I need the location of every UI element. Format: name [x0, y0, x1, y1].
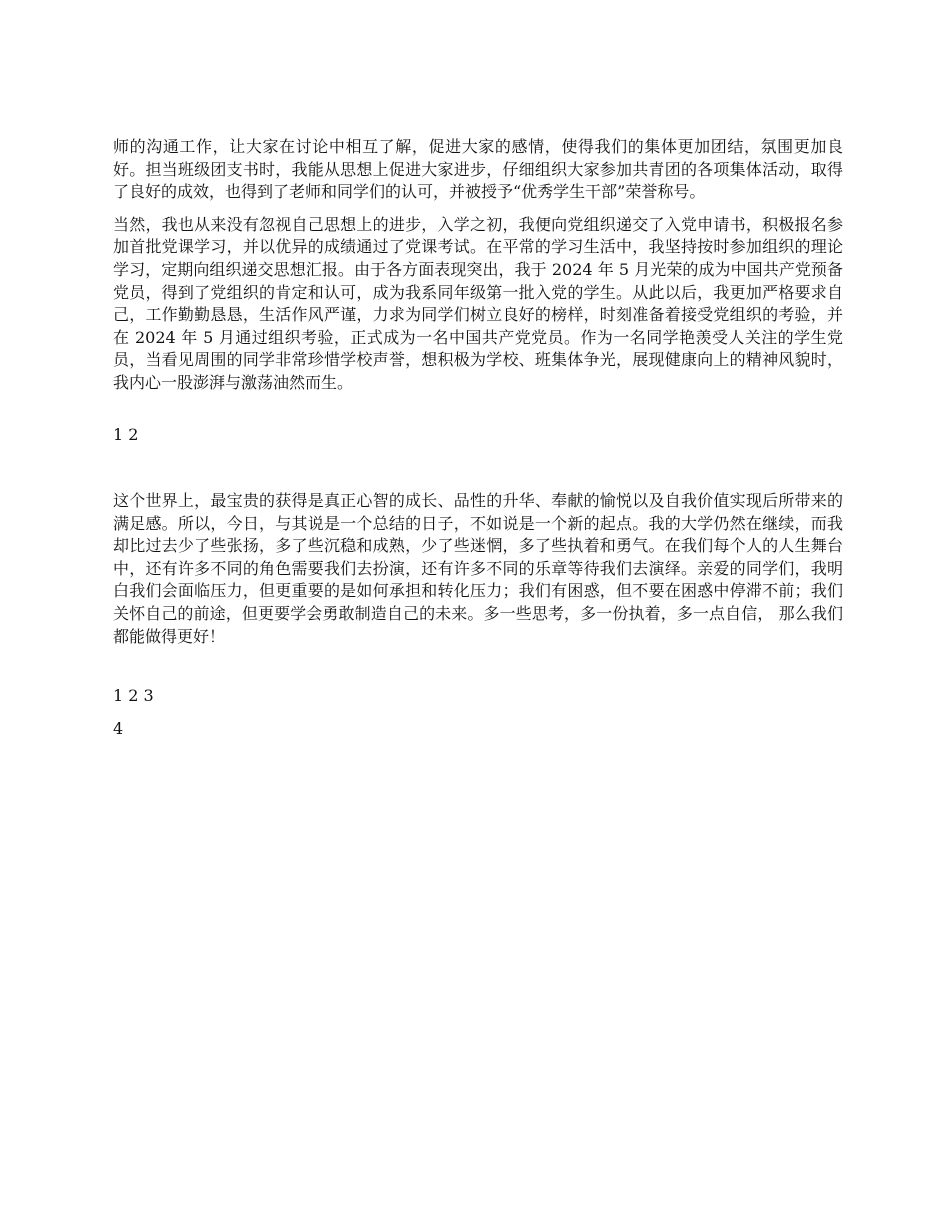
paragraph-party-membership: 当然，我也从来没有忽视自己思想上的进步，入学之初，我便向党组织递交了入党申请书，积极报名参加首批党课学习，并以优异的成绩通过了党课考试。在平常的学习生活中，我坚持按时参加组织的理论学习，定期向组织递交思想汇报。由于各方面表现突出，我于 2024 年 5 月光荣的成为中国共产党预备党员，得到了党组织的肯定和认可，成为我系同年级第一批入党的学生。从此以后，我更加严格要求自己，工作勤勤恳恳，生活作风严谨，力求为同学们树立良好的榜样，时刻准备着接受党组织的考验，并在 2024 年 5 月通过组织考验，正式成为一名中国共产党党员。作为一名同学艳羡受人关注的学生党员，当看见周围的同学非常珍惜学校声誉，想积极为学校、班集体争光，展现健康向上的精神风貌时，我内心一股澎湃与激荡油然而生。	[113, 214, 843, 392]
paragraph-conclusion: 这个世界上，最宝贵的获得是真正心智的成长、品性的升华、奉献的愉悦以及自我价值实现后所带来的满足感。所以，今日，与其说是一个总结的日子，不如说是一个新的起点。我的大学仍然在继续，而我却比过去少了些张扬，多了些沉稳和成熟，少了些迷惘，多了些执着和勇气。在我们每个人的人生舞台中，还有许多不同的角色需要我们去扮演，还有许多不同的乐章等待我们去演绎。亲爱的同学们，我明白我们会面临压力，但更重要的是如何承担和转化压力；我们有困惑，但不要在困惑中停滞不前；我们关怀自己的前途，但更要学会勇敢制造自己的未来。多一些思考，多一份执着，多一点自信， 那么我们都能做得更好！	[113, 491, 843, 646]
page-number-marker: 1 2	[113, 425, 139, 444]
text-block-bottom	[113, 490, 843, 648]
paragraph-student-cadre: 师的沟通工作，让大家在讨论中相互了解，促进大家的感情，使得我们的集体更加团结，氛围更加良好。担当班级团支书时，我能从思想上促进大家进步，仔细组织大家参加共青团的各项集体活动，取得了良好的成效，也得到了老师和同学们的认可，并被授予“优秀学生干部”荣誉称号。	[113, 137, 843, 202]
page-number-marker: 1 2 3	[113, 686, 154, 705]
text-block-top	[113, 136, 843, 395]
page-number-marker: 4	[113, 719, 124, 738]
